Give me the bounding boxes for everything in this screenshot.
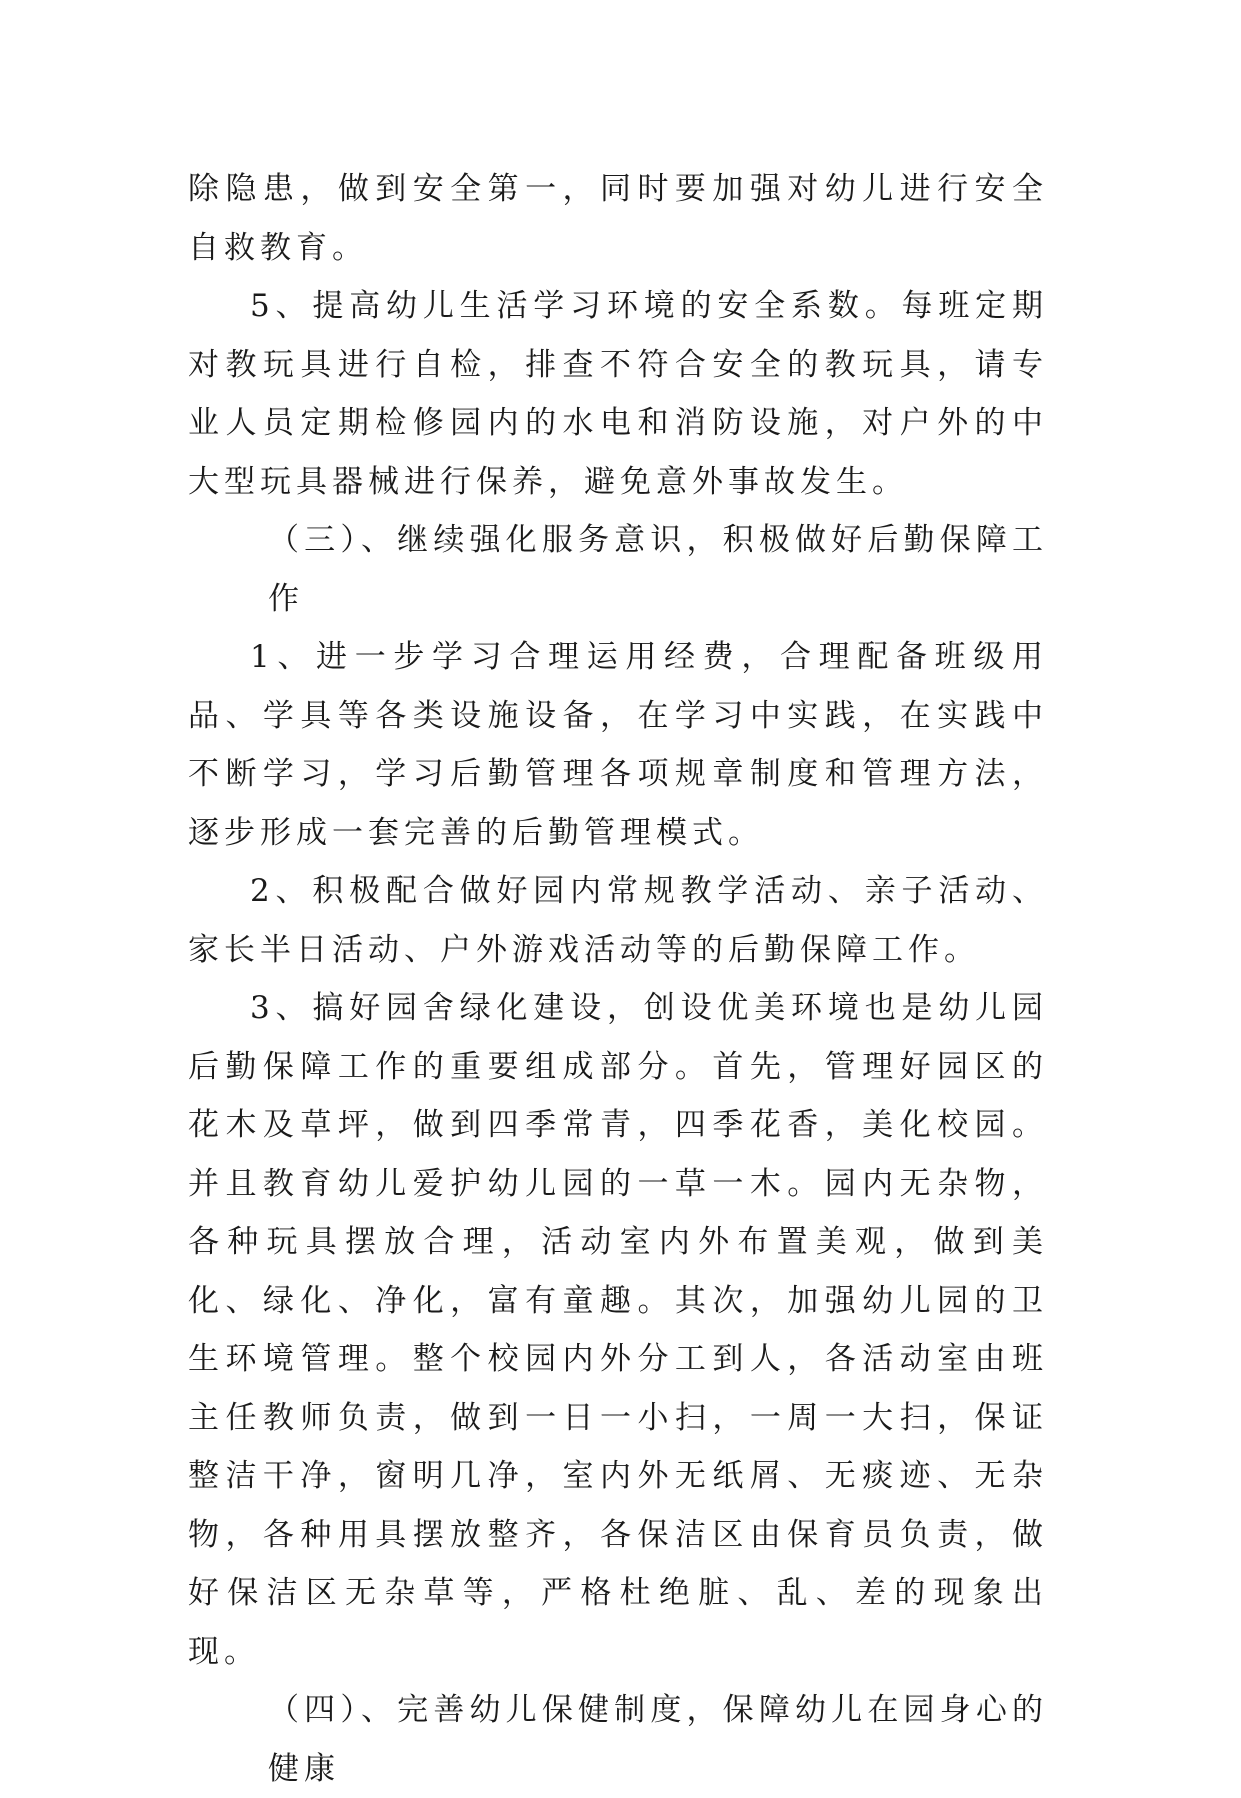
document-body [188,160,1048,1798]
paragraph-item-1: 1、进一步学习合理运用经费，合理配备班级用品、学具等各类设施设备，在学习中实践，在实践中不断学习，学习后勤管理各项规章制度和管理方法，逐步形成一套完善的后勤管理模式。 [188,639,1048,851]
section-heading-4: （四）、完善幼儿保健制度，保障幼儿在园身心的健康 [268,1692,1048,1787]
paragraph-item-2: 2、积极配合做好园内常规教学活动、亲子活动、家长半日活动、户外游戏活动等的后勤保障工作。 [188,873,1048,968]
paragraph-continuation: 除隐患，做到安全第一，同时要加强对幼儿进行安全自救教育。 [188,171,1048,266]
paragraph-item-5: 5、提高幼儿生活学习环境的安全系数。每班定期对教玩具进行自检，排查不符合安全的教玩具，请专业人员定期检修园内的水电和消防设施，对户外的中大型玩具器械进行保养，避免意外事故发生。 [188,288,1048,500]
paragraph-item-3: 3、搞好园舍绿化建设，创设优美环境也是幼儿园后勤保障工作的重要组成部分。首先，管理好园区的花木及草坪，做到四季常青，四季花香，美化校园。并且教育幼儿爱护幼儿园的一草一木。园内无杂物，各种玩具摆放合理，活动室内外布置美观，做到美化、绿化、净化，富有童趣。其次，加强幼儿园的卫生环境管理。整个校园内外分工到人，各活动室由班主任教师负责，做到一日一小扫，一周一大扫，保证整洁干净，窗明几净，室内外无纸屑、无痰迹、无杂物，各种用具摆放整齐，各保洁区由保育员负责，做好保洁区无杂草等，严格杜绝脏、乱、差的现象出现。 [188,990,1048,1670]
section-heading-3: （三）、继续强化服务意识，积极做好后勤保障工作 [268,522,1048,617]
